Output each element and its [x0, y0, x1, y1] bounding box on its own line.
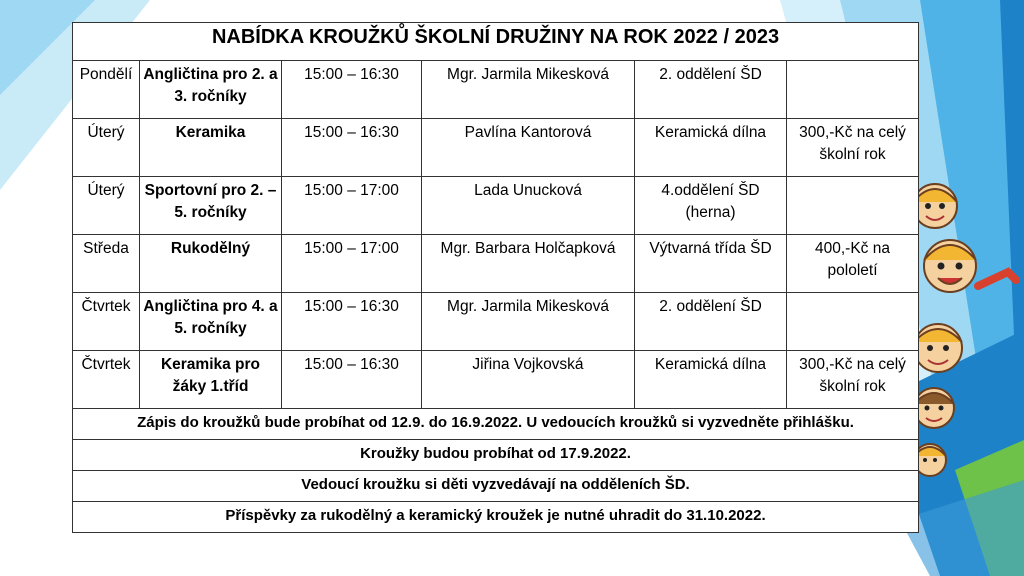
time-cell: 15:00 – 17:00 — [282, 235, 422, 293]
time-cell: 15:00 – 16:30 — [282, 61, 422, 119]
leader-cell: Mgr. Barbara Holčapková — [422, 235, 635, 293]
note-pickup: Vedoucí kroužku si děti vyzvedávají na odděleních ŠD. — [73, 471, 919, 502]
note-enrollment: Zápis do kroužků bude probíhat od 12.9. do 16.9.2022. U vedoucích kroužků si vyzvedněte přihlášku. — [73, 409, 919, 440]
day-cell: Úterý — [73, 177, 140, 235]
child-face-4 — [914, 388, 954, 428]
club-name-cell: Sportovní pro 2. – 5. ročníky — [140, 177, 282, 235]
place-cell: 4.oddělení ŠD (herna) — [635, 177, 787, 235]
page-title: NABÍDKA KROUŽKŮ ŠKOLNÍ DRUŽINY NA ROK 2022 / 2023 — [73, 23, 919, 61]
price-cell — [787, 177, 919, 235]
table-row — [73, 293, 919, 351]
leader-cell: Pavlína Kantorová — [422, 119, 635, 177]
leader-cell: Mgr. Jarmila Mikesková — [422, 61, 635, 119]
price-cell: 300,-Kč na celý školní rok — [787, 119, 919, 177]
day-cell: Čtvrtek — [73, 351, 140, 409]
table-row — [73, 61, 919, 119]
offer-table — [72, 22, 919, 533]
club-name-cell: Angličtina pro 4. a 5. ročníky — [140, 293, 282, 351]
club-name-cell: Rukodělný — [140, 235, 282, 293]
price-cell — [787, 293, 919, 351]
day-cell: Čtvrtek — [73, 293, 140, 351]
child-face-1 — [913, 184, 957, 228]
note-payment: Příspěvky za rukodělný a keramický kroužek je nutné uhradit do 31.10.2022. — [73, 502, 919, 533]
day-cell: Středa — [73, 235, 140, 293]
place-cell: Keramická dílna — [635, 119, 787, 177]
leader-cell: Jiřina Vojkovská — [422, 351, 635, 409]
table-row — [73, 177, 919, 235]
place-cell: 2. oddělení ŠD — [635, 293, 787, 351]
club-name-cell: Keramika pro žáky 1.tříd — [140, 351, 282, 409]
time-cell: 15:00 – 16:30 — [282, 119, 422, 177]
place-cell: Keramická dílna — [635, 351, 787, 409]
note-row — [73, 440, 919, 471]
price-cell — [787, 61, 919, 119]
price-cell: 300,-Kč na celý školní rok — [787, 351, 919, 409]
place-cell: 2. oddělení ŠD — [635, 61, 787, 119]
leader-cell: Lada Unucková — [422, 177, 635, 235]
table-row — [73, 351, 919, 409]
child-face-2 — [924, 240, 1016, 292]
day-cell: Úterý — [73, 119, 140, 177]
table-row — [73, 235, 919, 293]
price-cell: 400,-Kč na pololetí — [787, 235, 919, 293]
place-cell: Výtvarná třída ŠD — [635, 235, 787, 293]
time-cell: 15:00 – 16:30 — [282, 351, 422, 409]
club-name-cell: Keramika — [140, 119, 282, 177]
note-row — [73, 409, 919, 440]
note-row — [73, 471, 919, 502]
title-row — [73, 23, 919, 61]
leader-cell: Mgr. Jarmila Mikesková — [422, 293, 635, 351]
table-row — [73, 119, 919, 177]
note-start-date: Kroužky budou probíhat od 17.9.2022. — [73, 440, 919, 471]
club-name-cell: Angličtina pro 2. a 3. ročníky — [140, 61, 282, 119]
child-face-3 — [914, 324, 962, 372]
day-cell: Pondělí — [73, 61, 140, 119]
time-cell: 15:00 – 16:30 — [282, 293, 422, 351]
time-cell: 15:00 – 17:00 — [282, 177, 422, 235]
note-row — [73, 502, 919, 533]
